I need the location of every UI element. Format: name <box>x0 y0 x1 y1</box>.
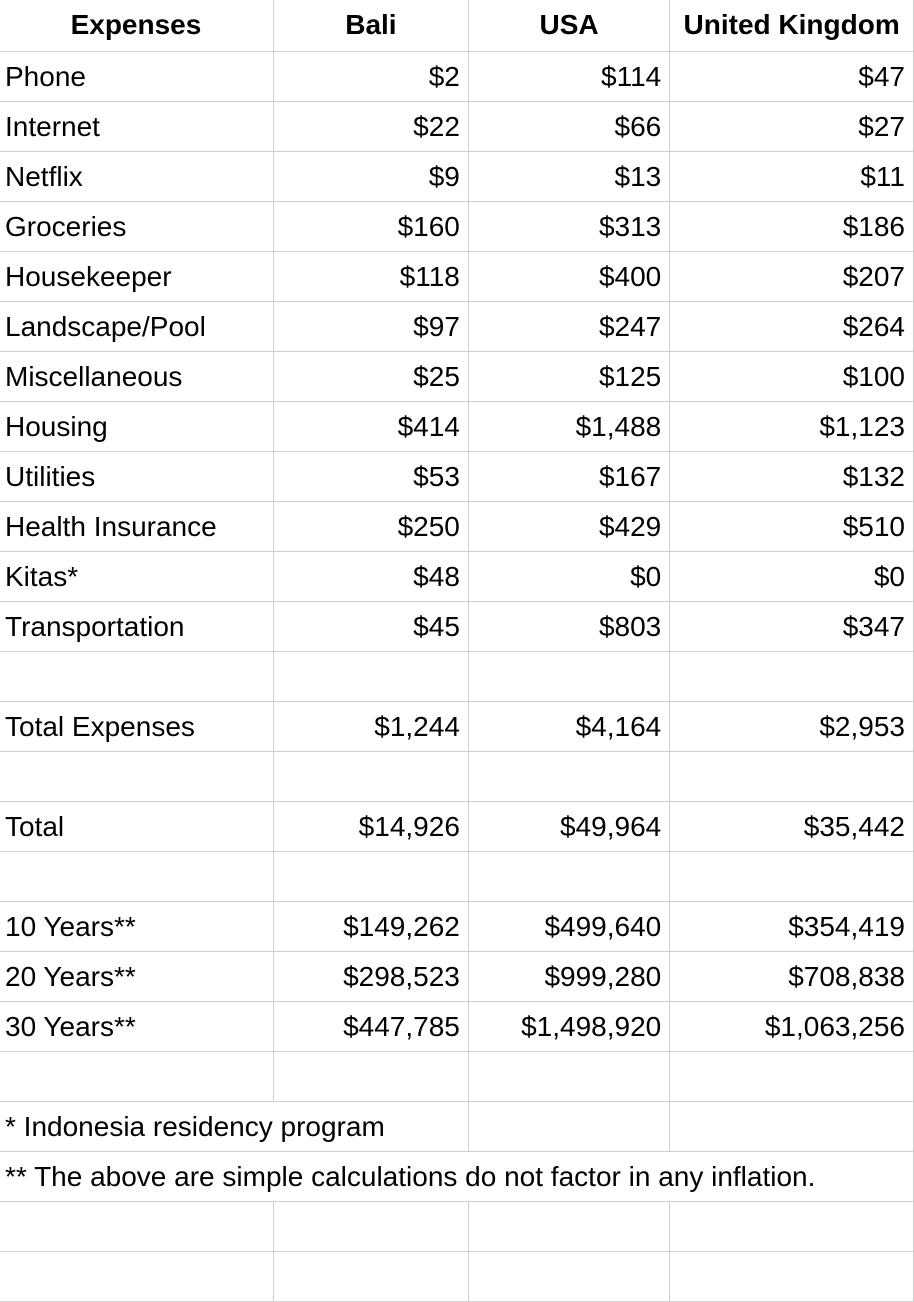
cell-uk[interactable]: $708,838 <box>670 952 914 1002</box>
table-row <box>0 152 914 202</box>
empty-cell[interactable] <box>468 752 669 802</box>
table-row <box>0 502 914 552</box>
empty-row <box>0 752 914 802</box>
cell-uk[interactable]: $27 <box>670 102 914 152</box>
empty-cell[interactable] <box>273 1252 468 1302</box>
empty-cell[interactable] <box>670 1102 914 1152</box>
empty-row <box>0 1252 914 1302</box>
row-label[interactable]: Utilities <box>0 452 273 502</box>
cell-uk[interactable]: $207 <box>670 252 914 302</box>
cell-usa[interactable]: $1,488 <box>468 402 669 452</box>
cell-uk[interactable]: $186 <box>670 202 914 252</box>
cell-uk[interactable]: $2,953 <box>670 702 914 752</box>
header-united-kingdom[interactable]: United Kingdom <box>670 0 914 52</box>
cell-uk[interactable]: $354,419 <box>670 902 914 952</box>
empty-cell[interactable] <box>0 652 273 702</box>
empty-cell[interactable] <box>468 852 669 902</box>
row-label[interactable]: Miscellaneous <box>0 352 273 402</box>
empty-cell[interactable] <box>0 1052 273 1102</box>
row-label[interactable]: Total Expenses <box>0 702 273 752</box>
cell-usa[interactable]: $167 <box>468 452 669 502</box>
cell-bali[interactable]: $97 <box>273 302 468 352</box>
cell-bali[interactable]: $250 <box>273 502 468 552</box>
cell-bali[interactable]: $45 <box>273 602 468 652</box>
cell-usa[interactable]: $13 <box>468 152 669 202</box>
empty-cell[interactable] <box>0 1202 273 1252</box>
cell-usa[interactable]: $0 <box>468 552 669 602</box>
note-row <box>0 1152 914 1202</box>
cell-usa[interactable]: $803 <box>468 602 669 652</box>
cell-usa[interactable]: $4,164 <box>468 702 669 752</box>
empty-row <box>0 1052 914 1102</box>
empty-cell[interactable] <box>670 652 914 702</box>
empty-cell[interactable] <box>273 652 468 702</box>
cell-usa[interactable]: $999,280 <box>468 952 669 1002</box>
empty-cell[interactable] <box>468 1052 669 1102</box>
empty-row <box>0 1202 914 1252</box>
empty-cell[interactable] <box>670 1202 914 1252</box>
cell-uk[interactable]: $1,123 <box>670 402 914 452</box>
table-row <box>0 252 914 302</box>
header-bali[interactable]: Bali <box>273 0 468 52</box>
cell-usa[interactable]: $429 <box>468 502 669 552</box>
cell-bali[interactable]: $298,523 <box>273 952 468 1002</box>
total-expenses-row <box>0 702 914 752</box>
row-label[interactable]: Landscape/Pool <box>0 302 273 352</box>
table-row <box>0 102 914 152</box>
cell-bali[interactable]: $2 <box>273 52 468 102</box>
empty-row <box>0 652 914 702</box>
cell-usa[interactable]: $247 <box>468 302 669 352</box>
cell-usa[interactable]: $499,640 <box>468 902 669 952</box>
total-row <box>0 802 914 852</box>
empty-cell[interactable] <box>273 1202 468 1252</box>
row-label[interactable]: Phone <box>0 52 273 102</box>
table-row <box>0 402 914 452</box>
header-expenses[interactable]: Expenses <box>0 0 273 52</box>
cell-usa[interactable]: $1,498,920 <box>468 1002 669 1052</box>
cell-usa[interactable]: $125 <box>468 352 669 402</box>
cell-uk[interactable]: $11 <box>670 152 914 202</box>
cell-bali[interactable]: $9 <box>273 152 468 202</box>
cell-uk[interactable]: $347 <box>670 602 914 652</box>
cell-bali[interactable]: $53 <box>273 452 468 502</box>
table-row <box>0 552 914 602</box>
note-kitas[interactable]: * Indonesia residency program <box>0 1102 468 1152</box>
projection-row <box>0 902 914 952</box>
row-label[interactable]: Transportation <box>0 602 273 652</box>
cell-bali[interactable]: $447,785 <box>273 1002 468 1052</box>
cell-uk[interactable]: $510 <box>670 502 914 552</box>
cell-bali[interactable]: $48 <box>273 552 468 602</box>
cell-uk[interactable]: $100 <box>670 352 914 402</box>
cell-bali[interactable]: $414 <box>273 402 468 452</box>
table-row <box>0 52 914 102</box>
row-label[interactable]: Housekeeper <box>0 252 273 302</box>
table-row <box>0 202 914 252</box>
projection-row <box>0 952 914 1002</box>
table-row <box>0 452 914 502</box>
row-label[interactable]: Netflix <box>0 152 273 202</box>
empty-cell[interactable] <box>670 1052 914 1102</box>
empty-cell[interactable] <box>670 752 914 802</box>
cell-bali[interactable]: $14,926 <box>273 802 468 852</box>
table-row <box>0 602 914 652</box>
cell-usa[interactable]: $313 <box>468 202 669 252</box>
note-inflation[interactable]: ** The above are simple calculations do not factor in any inflation. <box>0 1152 914 1202</box>
cell-uk[interactable]: $264 <box>670 302 914 352</box>
cell-bali[interactable]: $160 <box>273 202 468 252</box>
row-label[interactable]: Groceries <box>0 202 273 252</box>
cell-usa[interactable]: $400 <box>468 252 669 302</box>
empty-cell[interactable] <box>670 852 914 902</box>
table-row <box>0 352 914 402</box>
table-row <box>0 302 914 352</box>
cell-bali[interactable]: $118 <box>273 252 468 302</box>
empty-cell[interactable] <box>468 652 669 702</box>
empty-cell[interactable] <box>0 752 273 802</box>
header-row <box>0 0 914 52</box>
row-label[interactable]: 10 Years** <box>0 902 273 952</box>
cell-bali[interactable]: $22 <box>273 102 468 152</box>
cell-usa[interactable]: $66 <box>468 102 669 152</box>
projection-row <box>0 1002 914 1052</box>
row-label[interactable]: 30 Years** <box>0 1002 273 1052</box>
empty-cell[interactable] <box>0 1252 273 1302</box>
empty-row <box>0 852 914 902</box>
note-row <box>0 1102 914 1152</box>
row-label[interactable]: Health Insurance <box>0 502 273 552</box>
empty-cell[interactable] <box>468 1102 669 1152</box>
cell-bali[interactable]: $25 <box>273 352 468 402</box>
row-label[interactable]: Housing <box>0 402 273 452</box>
empty-cell[interactable] <box>273 752 468 802</box>
cell-usa[interactable]: $114 <box>468 52 669 102</box>
empty-cell[interactable] <box>468 1202 669 1252</box>
empty-cell[interactable] <box>0 852 273 902</box>
header-usa[interactable]: USA <box>468 0 669 52</box>
cell-bali[interactable]: $149,262 <box>273 902 468 952</box>
cell-bali[interactable]: $1,244 <box>273 702 468 752</box>
cell-usa[interactable]: $49,964 <box>468 802 669 852</box>
empty-cell[interactable] <box>273 1052 468 1102</box>
cell-uk[interactable]: $47 <box>670 52 914 102</box>
cell-uk[interactable]: $0 <box>670 552 914 602</box>
empty-cell[interactable] <box>670 1252 914 1302</box>
cell-uk[interactable]: $132 <box>670 452 914 502</box>
cell-uk[interactable]: $35,442 <box>670 802 914 852</box>
empty-cell[interactable] <box>273 852 468 902</box>
cell-uk[interactable]: $1,063,256 <box>670 1002 914 1052</box>
row-label[interactable]: Total <box>0 802 273 852</box>
row-label[interactable]: Internet <box>0 102 273 152</box>
empty-cell[interactable] <box>468 1252 669 1302</box>
row-label[interactable]: Kitas* <box>0 552 273 602</box>
row-label[interactable]: 20 Years** <box>0 952 273 1002</box>
